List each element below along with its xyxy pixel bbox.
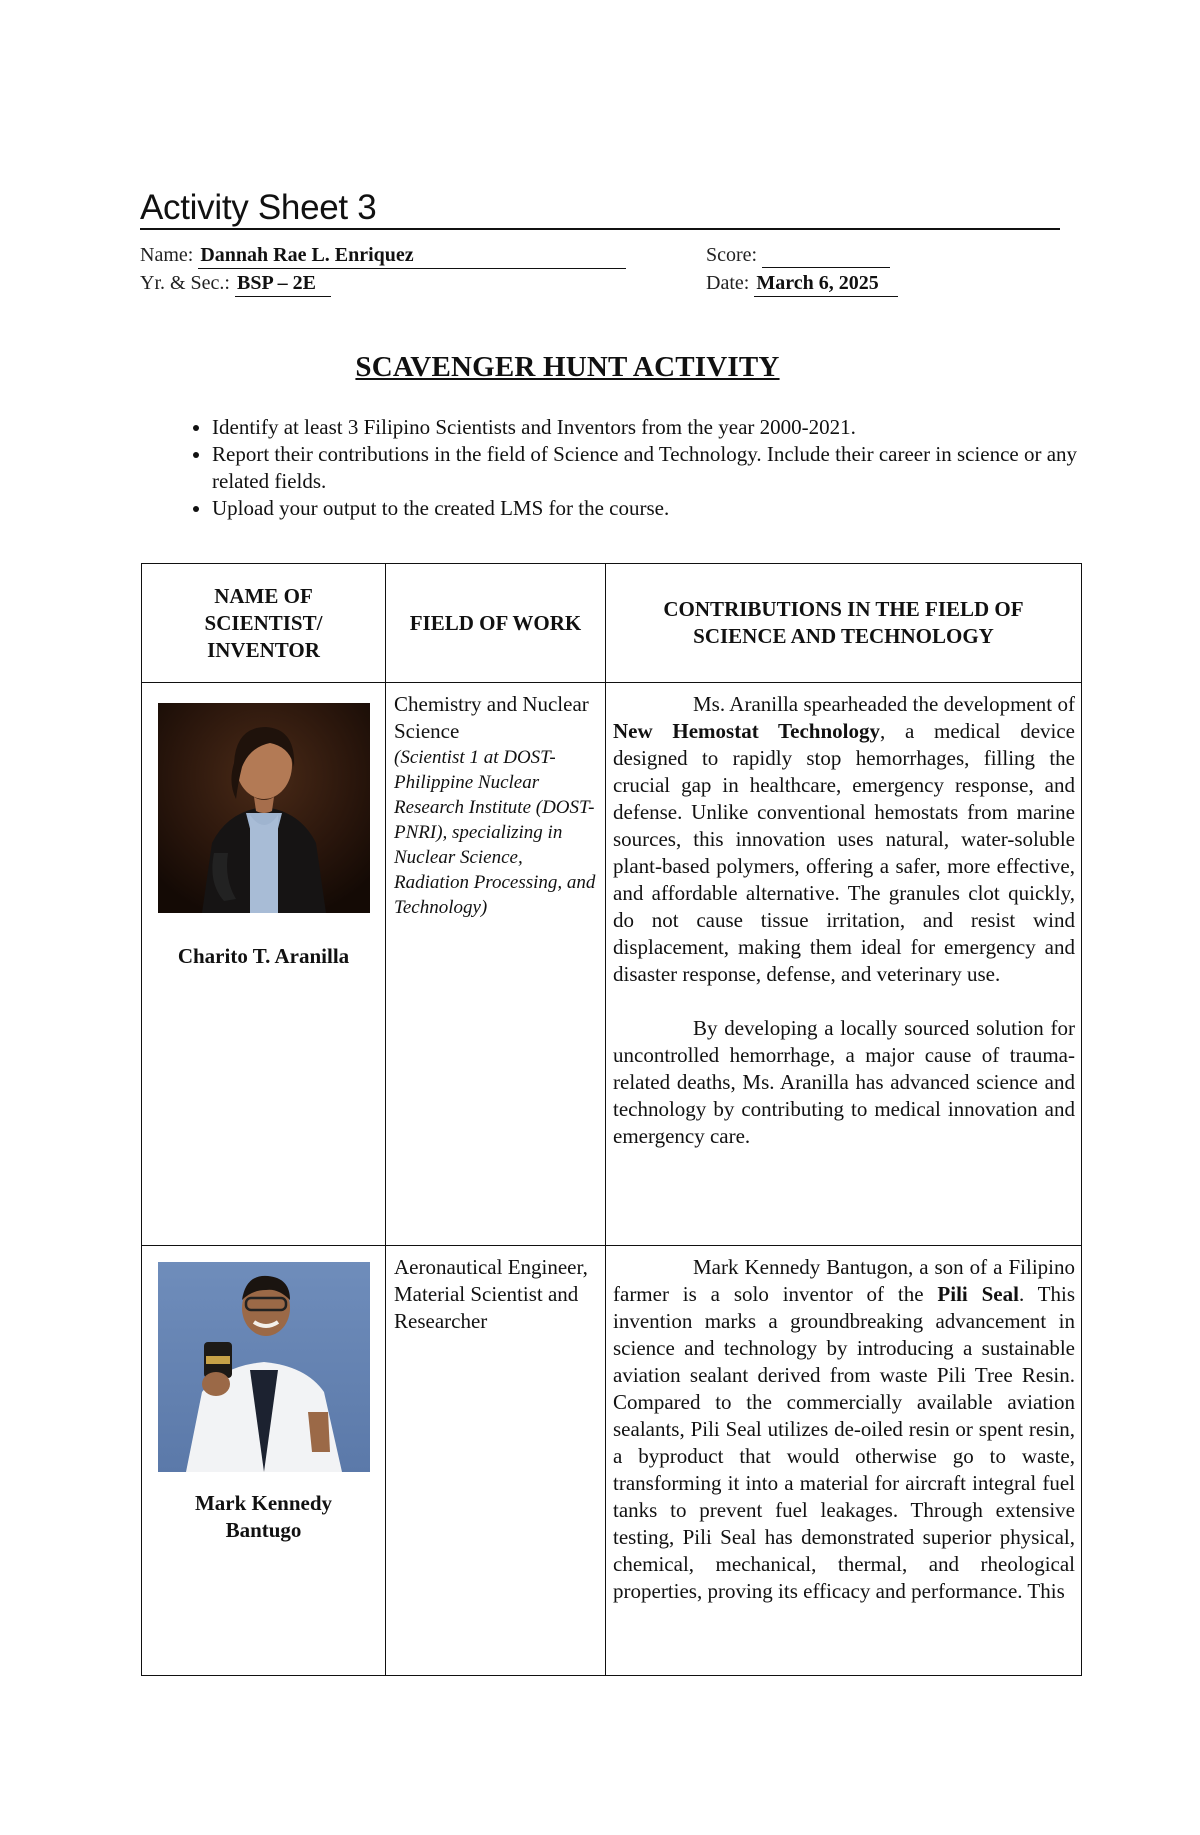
name-cell <box>142 1246 386 1676</box>
portrait-image <box>158 703 370 913</box>
contribution-text: Ms. Aranilla spearheaded the development of <box>693 692 1075 716</box>
instruction-item: • Report their contributions in the field of Science and Technology. Include their career in science or any related fields. <box>212 441 1112 495</box>
name-cell <box>142 683 386 1246</box>
field-cell <box>386 1246 606 1676</box>
invention-name: New Hemostat Technology <box>613 719 880 743</box>
contribution-text: , a medical device designed to rapidly stop hemorrhages, filling the crucial gap in healthcare, emergency response, and defense. Unlike conventional hemostats from marine sources, this innovation uses natural, water-soluble plant-based polymers, offering a safer, more effective, and affordable alternative. The granules clot quickly, do not cause tissue irritation, and resist wind displacement, making them ideal for emergency and disaster response, defense, and veterinary use. <box>613 719 1075 986</box>
year-section-value: BSP – 2E <box>235 270 331 297</box>
score-value <box>762 243 890 268</box>
contribution-paragraph: By developing a locally sourced solution for uncontrolled hemorrhage, a major cause of trauma-related deaths, Ms. Aranilla has advanced science and technology by contributing to medical innovation and emergency care. <box>613 1016 1075 1148</box>
name-value: Dannah Rae L. Enriquez <box>198 242 626 269</box>
contribution-text: Mark Kennedy Bantugon, a son of a Filipino farmer is a solo inventor of the <box>613 1255 1075 1306</box>
table-row <box>142 1246 1082 1676</box>
contribution-paragraph <box>613 1254 1075 1605</box>
field-of-work: Aeronautical Engineer, Material Scientist and Researcher <box>394 1255 588 1333</box>
date-value: March 6, 2025 <box>754 270 898 297</box>
contribution-text: . This invention marks a groundbreaking advancement in science and technology by introducing a sustainable aviation sealant derived from waste Pili Tree Resin. Compared to the commercially available aviation sealants, Pili Seal utilizes de-oiled resin or spent resin, a byproduct that would otherwise go to waste, transforming it into a material for aircraft integral fuel tanks to prevent fuel leakages. Through extensive testing, Pili Seal has demonstrated superior physical, chemical, mechanical, thermal, and rheological properties, proving its efficacy and performance. This <box>613 1282 1075 1603</box>
year-section-line <box>140 270 331 297</box>
score-label: Score: <box>706 244 758 266</box>
invention-name: Pili Seal <box>937 1282 1019 1306</box>
scientist-table <box>141 563 1082 1676</box>
date-line <box>706 270 898 297</box>
header-name: NAME OF SCIENTIST/ INVENTOR <box>142 564 386 683</box>
header-contributions: CONTRIBUTIONS IN THE FIELD OF SCIENCE AND TECHNOLOGY <box>606 564 1082 683</box>
contribution-paragraph <box>613 691 1075 988</box>
instruction-list <box>170 414 1112 522</box>
activity-heading: SCAVENGER HUNT ACTIVITY <box>355 351 780 383</box>
field-detail: (Scientist 1 at DOST-Philippine Nuclear Research Institute (DOST-PNRI), specializing in Nuclear Science, Radiation Processing, and Technology) <box>394 747 596 918</box>
portrait-image <box>158 1262 370 1472</box>
year-section-label: Yr. & Sec.: <box>140 272 230 294</box>
scientist-name: Mark Kennedy Bantugo <box>194 1491 333 1542</box>
field-of-work: Chemistry and Nuclear Science <box>394 692 589 743</box>
field-cell <box>386 683 606 1246</box>
name-label: Name: <box>140 244 194 266</box>
score-line <box>706 242 890 268</box>
date-label: Date: <box>706 272 750 294</box>
table-header-row <box>142 564 1082 683</box>
name-line <box>140 242 626 269</box>
instruction-item: • Identify at least 3 Filipino Scientists and Inventors from the year 2000-2021. <box>212 414 1112 441</box>
contributions-cell <box>606 1246 1082 1676</box>
page-title: Activity Sheet 3 <box>140 188 1060 230</box>
scientist-name: Charito T. Aranilla <box>177 944 350 968</box>
table-row <box>142 683 1082 1246</box>
inventor-photo <box>158 1262 370 1472</box>
contributions-cell <box>606 683 1082 1246</box>
header-field: FIELD OF WORK <box>386 564 606 683</box>
instruction-item: • Upload your output to the created LMS for the course. <box>212 495 1112 522</box>
scientist-photo <box>158 703 370 913</box>
